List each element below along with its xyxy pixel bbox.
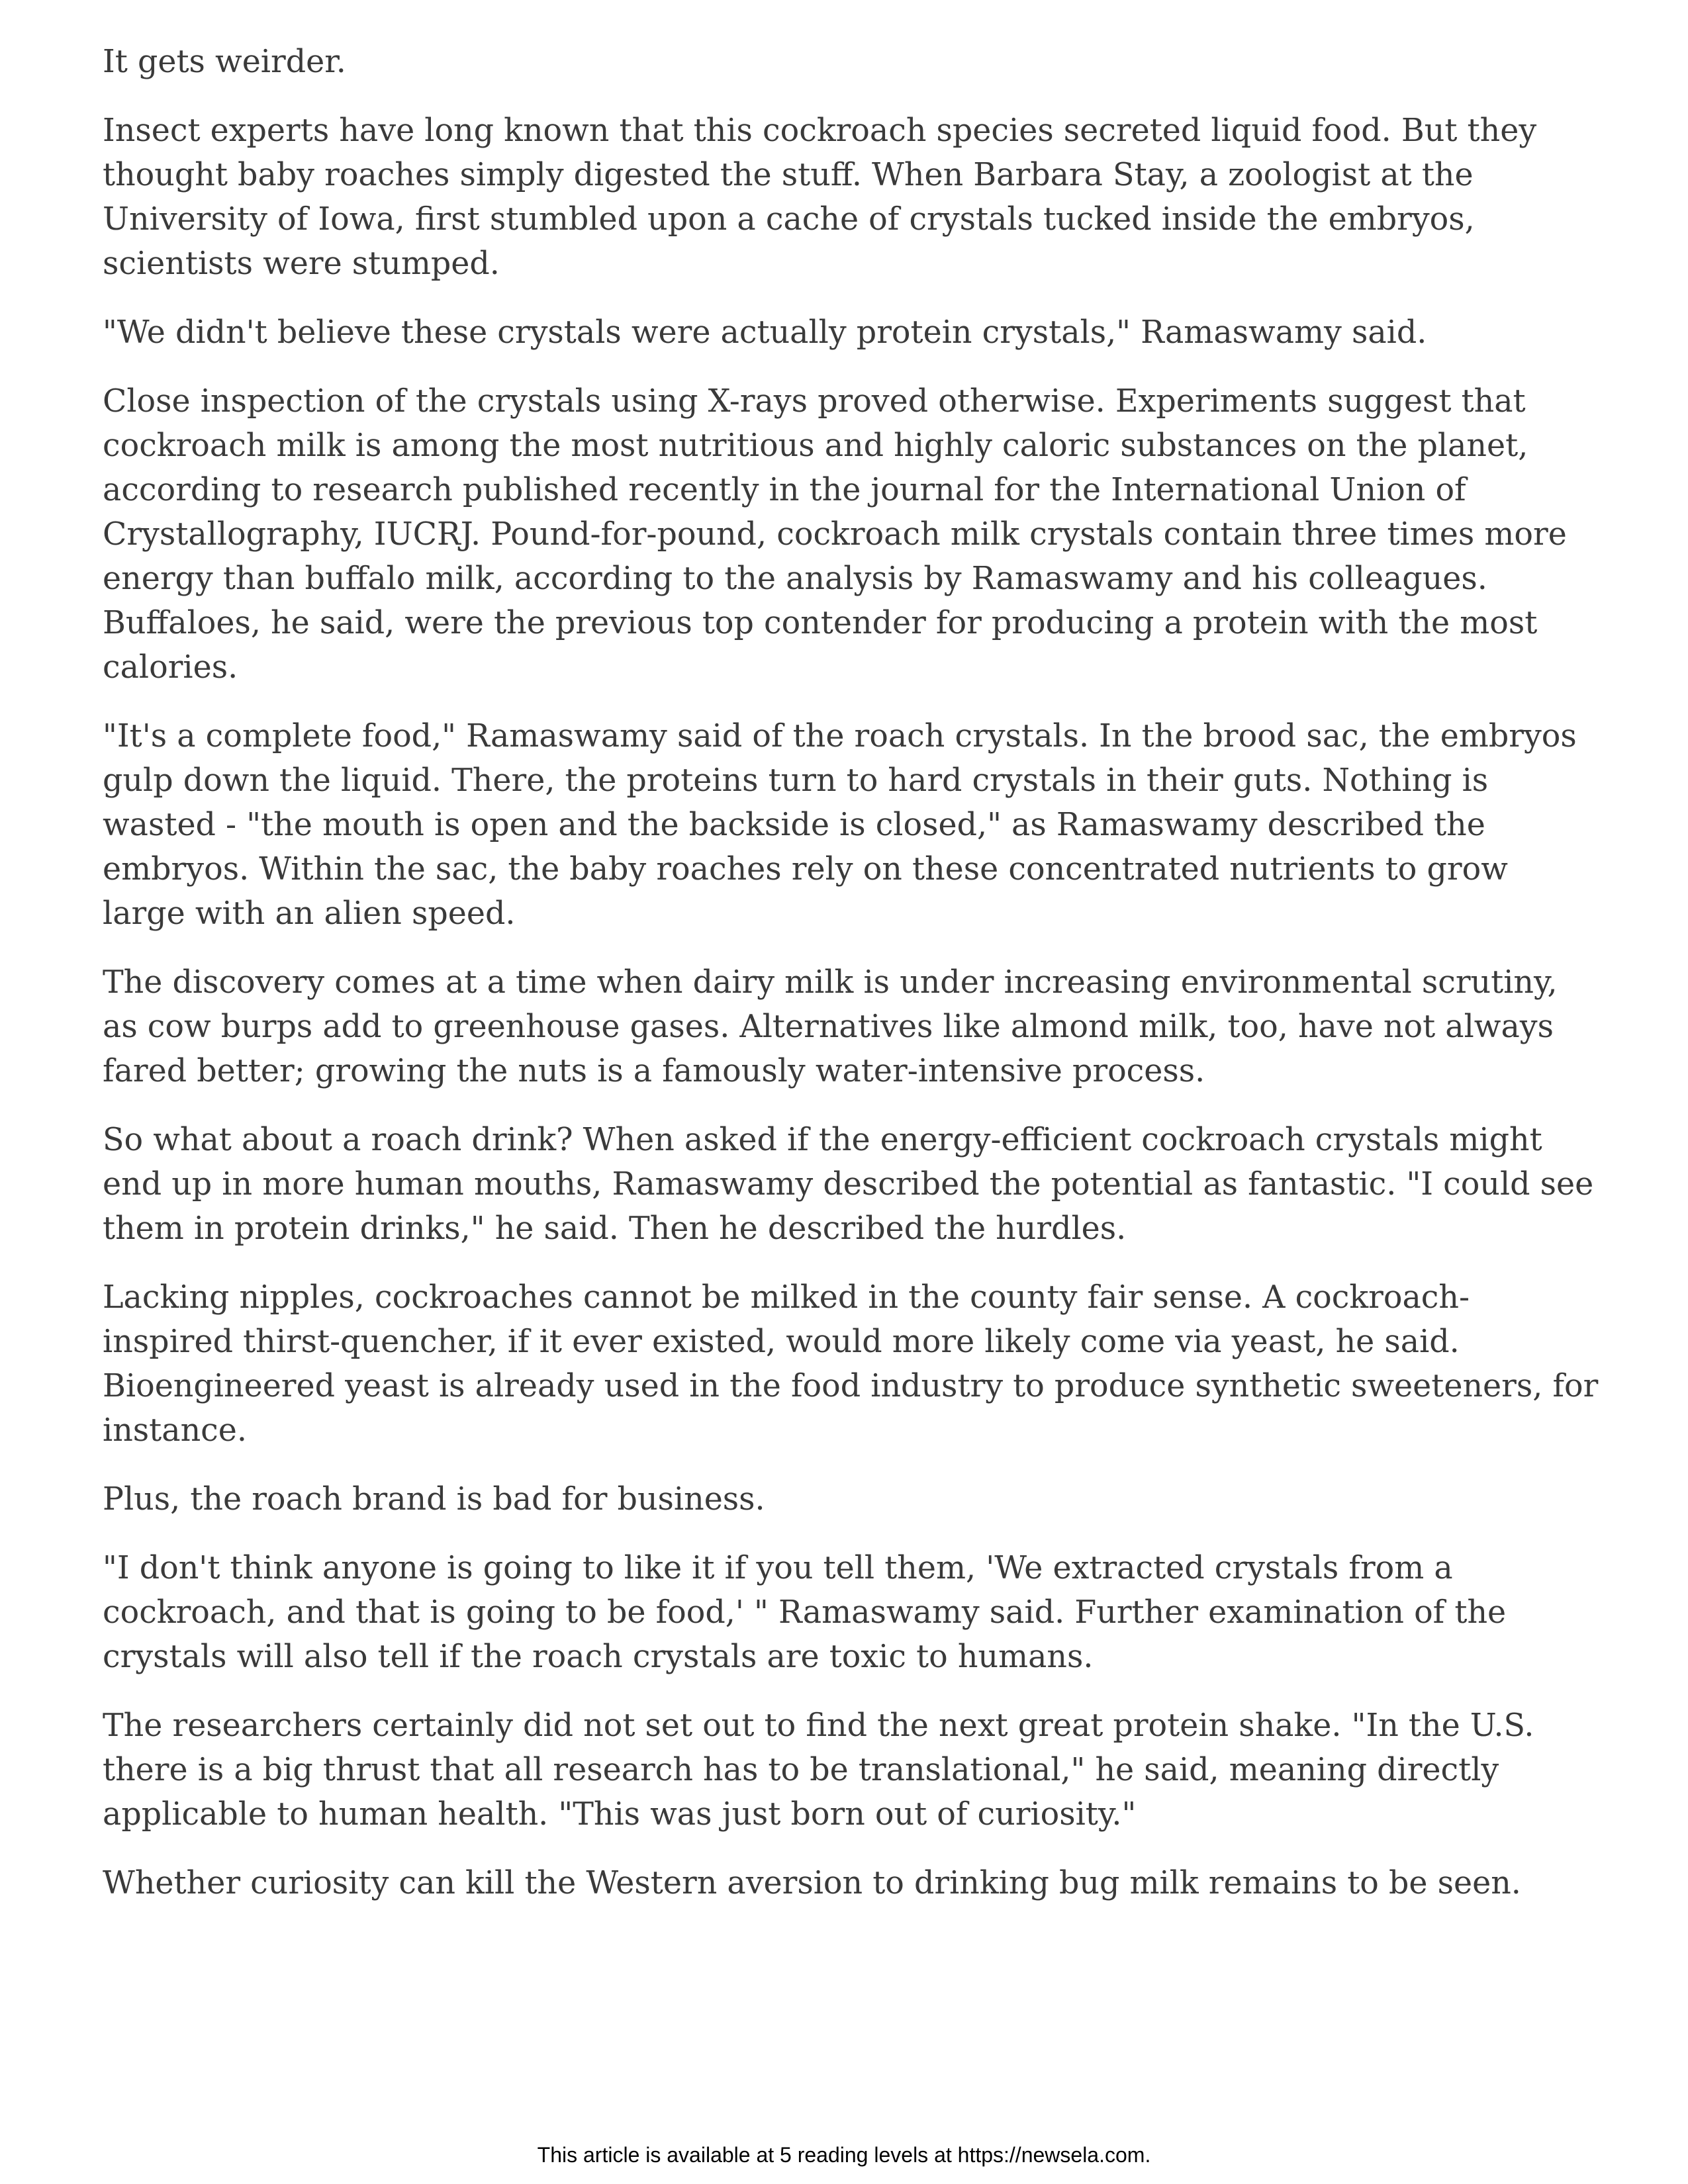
paragraph: It gets weirder. bbox=[103, 44, 346, 80]
paragraph: "It's a complete food," Ramaswamy said of the roach crystals. In the brood sac, the embryos gulp down the liquid. There, the proteins turn to hard crystals in their guts. Nothing is wasted - "the mouth is open and the backside is closed," as Ramaswamy described the embryos. Within the sac, the baby roaches rely on these concentrated nutrients to grow large with an alien speed. bbox=[103, 718, 1577, 932]
paragraph: Whether curiosity can kill the Western aversion to drinking bug milk remains to be seen. bbox=[103, 1865, 1521, 1901]
paragraph: The discovery comes at a time when dairy milk is under increasing environmental scrutiny, as cow burps add to greenhouse gases. Alternatives like almond milk, too, have not always fared better; growing the nuts is a famously water-intensive process. bbox=[103, 964, 1558, 1089]
paragraph: The researchers certainly did not set out to find the next great protein shake. "In the U.S. there is a big thrust that all research has to be translational," he said, meaning directly applicable to human health. "This was just born out of curiosity." bbox=[103, 1707, 1534, 1833]
paragraph: So what about a roach drink? When asked if the energy-efficient cockroach crystals might end up in more human mouths, Ramaswamy described the potential as fantastic. "I could see them in protein drinks," he said. Then he described the hurdles. bbox=[103, 1122, 1594, 1247]
paragraph: Close inspection of the crystals using X-rays proved otherwise. Experiments suggest that cockroach milk is among the most nutritious and highly caloric substances on the planet, according to research published recently in the journal for the International Union of Crystallography, IUCRJ. Pound-for-pound, cockroach milk crystals contain three times more energy than buffalo milk, according to the analysis by Ramaswamy and his colleagues. Buffaloes, he said, were the previous top contender for producing a protein with the most calories. bbox=[103, 383, 1567, 686]
paragraph: Plus, the roach brand is bad for business. bbox=[103, 1481, 765, 1518]
paragraph: Insect experts have long known that this cockroach species secreted liquid food. But they thought baby roaches simply digested the stuff. When Barbara Stay, a zoologist at the University of Iowa, first stumbled upon a cache of crystals tucked inside the embryos, scientists were stumped. bbox=[103, 113, 1537, 282]
paragraph: "I don't think anyone is going to like it if you tell them, 'We extracted crystals from a cockroach, and that is going to be food,' " Ramaswamy said. Further examination of the crystals will also tell if the roach crystals are toxic to humans. bbox=[103, 1550, 1507, 1675]
paragraph: "We didn't believe these crystals were actually protein crystals," Ramaswamy said. bbox=[103, 314, 1427, 351]
paragraph: Lacking nipples, cockroaches cannot be milked in the county fair sense. A cockroach-inspired thirst-quencher, if it ever existed, would more likely come via yeast, he said. Bioengineered yeast is already used in the food industry to produce synthetic sweeteners, for instance. bbox=[103, 1279, 1599, 1449]
page-footer: This article is available at 5 reading levels at https://newsela.com. bbox=[537, 2143, 1151, 2167]
article-body bbox=[103, 40, 1599, 1930]
